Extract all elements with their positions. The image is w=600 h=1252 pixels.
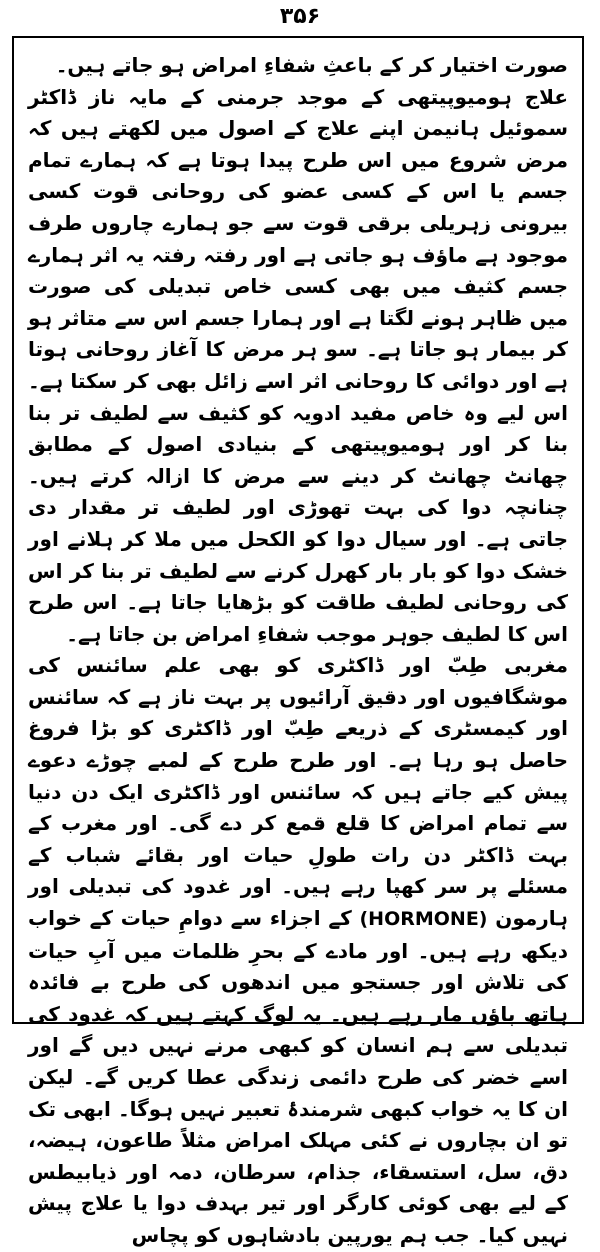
paragraph-3 (28, 650, 568, 1251)
text-body (28, 50, 568, 1252)
paragraph-2: علاج ہومیوپیتھی کے موجد جرمنی کے مایہ ناز ڈاکٹر سموئیل ہانیمن اپنے علاج کے اصول میں لکھتے ہیں کہ مرض شروع میں اس طرح پیدا ہوتا ہے کہ ہمارے تمام جسم یا اس کے کسی عضو کی روحانی قوت کسی بیرونی زہریلی برقی قوت سے جو ہمارے چاروں طرف موجود ہے ماؤف ہو جاتی ہے اور رفتہ رفتہ یہ اثر ہمارے جسم کثیف میں بھی کسی خاص تبدیلی کی صورت میں ظاہر ہونے لگتا ہے اور ہمارا جسم اس سے متاثر ہو کر بیمار ہو جاتا ہے۔ سو ہر مرض کا آغاز روحانی ہوتا ہے اور دوائی کا روحانی اثر اسے زائل بھی کر سکتا ہے۔ اس لیے وہ خاص مفید ادویہ کو کثیف سے لطیف تر بنا بنا کر اور ہومیوپیتھی کے بنیادی اصول کے مطابق چھانٹ چھانٹ کر دینے سے مرض کا ازالہ کرتے ہیں۔ چنانچہ دوا کی بہت تھوڑی اور لطیف تر مقدار دی جاتی ہے۔ اور سیال دوا کو الکحل میں ملا کر ہلانے اور خشک دوا کو بار بار کھرل کرنے سے لطیف تر بنا کر اس کی روحانی لطیف طاقت کو بڑھایا جاتا ہے۔ اس طرح اس کا لطیف جوہر موجب شفاءِ امراض بن جاتا ہے۔ (28, 84, 568, 646)
paragraph-3-part-1: مغربی طِبّ اور ڈاکٹری کو بھی علم سائنس کی موشگافیوں اور دقیق آرائیوں پر بہت ناز ہے کہ سائنس اور کیمسٹری کے ذریعے طِبّ اور ڈاکٹری کو بڑا فروغ حاصل ہو رہا ہے۔ اور طرح طرح کے لمبے چوڑے دعوے پیش کیے جاتے ہیں کہ سائنس اور ڈاکٹری ایک دن دنیا سے تمام امراض کا قلع قمع کر دے گی۔ اور مغرب کے بہت ڈاکٹر دن رات طولِ حیات اور بقائے شباب کے مسئلے پر سر کھپا رہے ہیں۔ اور غدود کی تبدیلی اور ہارمون (28, 653, 568, 931)
paragraph-1: صورت اختیار کر کے باعثِ شفاءِ امراض ہو جاتے ہیں۔ (55, 53, 568, 77)
page-frame (12, 36, 584, 1247)
page-number: ۳۵۶ (279, 4, 321, 29)
paragraph-3-part-2: کے اجزاء سے دوامِ حیات کے خواب دیکھ رہے ہیں۔ اور مادے کے بحرِ ظلمات میں آبِ حیات کی تلاش اور جستجو میں اندھوں کی طرح بے فائدہ ہاتھ پاؤں مار رہے ہیں۔ یہ لوگ کہتے ہیں کہ غدود کی تبدیلی سے ہم انسان کو کبھی مرنے نہیں دیں گے اور اسے خضر کی طرح دائمی زندگی عطا کریں گے۔ لیکن ان کا یہ خواب کبھی شرمندۂ تعبیر نہیں ہوگا۔ ابھی تک تو ان بچاروں نے کئی مہلک امراض مثلاً طاعون، ہیضہ، دق، سل، استسقاء، جذام، سرطان، دمہ اور ذیابیطس کے لیے بھی کوئی کارگر اور تیر بہدف دوا یا علاج پیش نہیں کیا۔ جب ہم یورپین بادشاہوں کو پچاس (28, 906, 568, 1247)
hormone-term: (HORMONE) (359, 908, 488, 931)
